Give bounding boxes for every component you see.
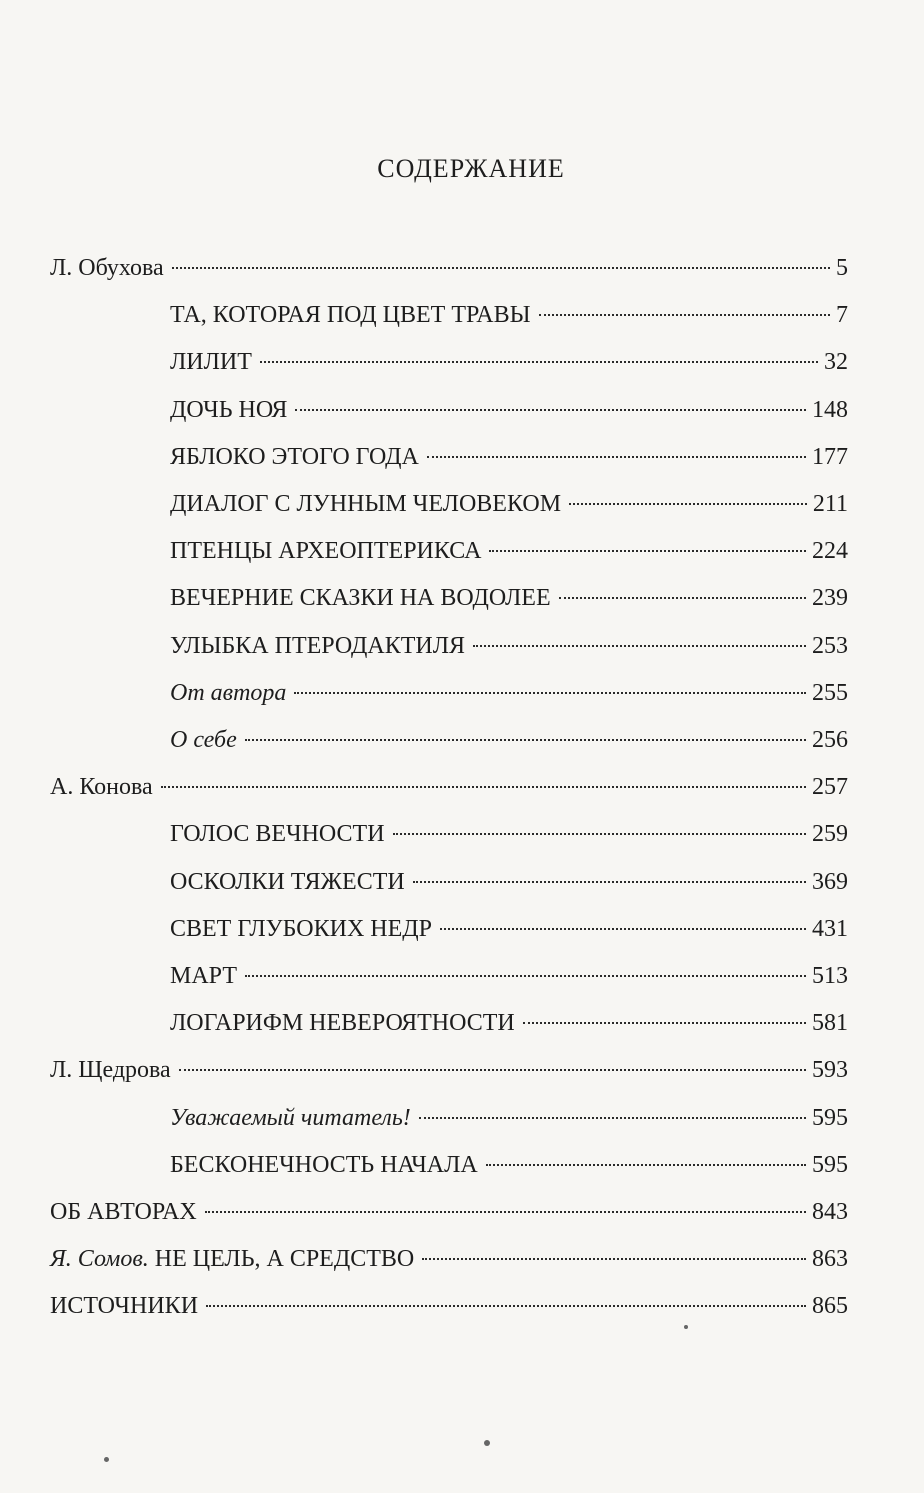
toc-entry (170, 720, 848, 760)
toc-entry-page: 177 (812, 443, 848, 470)
toc-entry (170, 484, 848, 524)
toc-entry-page: 257 (812, 774, 848, 801)
toc-entry (170, 956, 848, 996)
dot-leader (245, 974, 806, 977)
toc-entry-label: УЛЫБКА ПТЕРОДАКТИЛЯ (170, 632, 466, 659)
toc-entry (170, 862, 848, 902)
dot-leader (179, 1068, 806, 1071)
toc-entry (50, 1050, 848, 1090)
toc-entry (170, 342, 848, 382)
toc-entry-title: НЕ ЦЕЛЬ, А СРЕДСТВО (154, 1246, 415, 1273)
toc-entry-label: ПТЕНЦЫ АРХЕОПТЕРИКСА (170, 538, 482, 565)
toc-entry-label: От автора (170, 679, 287, 706)
toc-entry-label: СВЕТ ГЛУБОКИХ НЕДР (170, 915, 433, 942)
toc-entry-label: А. Конова (50, 774, 153, 801)
toc-entry (50, 1192, 848, 1232)
toc-entry (170, 909, 848, 949)
toc-entry-label: ОБ АВТОРАХ (50, 1199, 197, 1225)
page-title: СОДЕРЖАНИЕ (377, 154, 565, 183)
dot-leader (393, 832, 806, 835)
toc-entry-label: ТА, КОТОРАЯ ПОД ЦВЕТ ТРАВЫ (170, 302, 531, 329)
toc-entry-label: Уважаемый читатель! (170, 1104, 411, 1131)
dot-leader (419, 1116, 806, 1119)
toc-entry-author: Я. Сомов. (50, 1246, 149, 1273)
toc-entry (170, 295, 848, 335)
dot-leader (427, 455, 806, 458)
toc-entry (170, 390, 848, 430)
toc-entry-page: 239 (812, 585, 848, 612)
dot-leader (294, 691, 806, 694)
toc-entry (50, 1286, 848, 1326)
toc-entry-label: ДИАЛОГ С ЛУННЫМ ЧЕЛОВЕКОМ (170, 491, 562, 517)
table-of-contents (0, 248, 924, 1348)
toc-entry-page: 7 (836, 302, 848, 329)
print-speck (484, 1440, 490, 1446)
toc-entry-label: Л. Обухова (50, 255, 164, 281)
toc-entry-page: 513 (812, 963, 848, 989)
dot-leader (473, 644, 806, 647)
toc-entry (50, 767, 848, 807)
toc-entry-label: ВЕЧЕРНИЕ СКАЗКИ НА ВОДОЛЕЕ (170, 585, 551, 612)
dot-leader (161, 785, 806, 788)
toc-entry-label: О себе (170, 727, 237, 753)
dot-leader (539, 313, 830, 316)
dot-leader (413, 880, 806, 883)
toc-entry-page: 224 (812, 538, 848, 565)
toc-entry (170, 1145, 848, 1185)
toc-entry-page: 256 (812, 727, 848, 753)
print-speck (104, 1457, 109, 1462)
toc-entry-label: ЛИЛИТ (170, 349, 252, 376)
toc-entry (170, 1003, 848, 1043)
toc-entry-page: 148 (812, 396, 848, 423)
dot-leader (172, 266, 830, 269)
toc-entry (170, 673, 848, 713)
toc-entry-label: Л. Щедрова (50, 1057, 171, 1084)
dot-leader (486, 1163, 806, 1166)
toc-entry-label: ИСТОЧНИКИ (50, 1293, 199, 1320)
toc-entry (170, 437, 848, 477)
toc-entry-page: 593 (812, 1057, 848, 1084)
toc-entry-label: ОСКОЛКИ ТЯЖЕСТИ (170, 868, 405, 895)
toc-entry-label: ГОЛОС ВЕЧНОСТИ (170, 821, 385, 848)
toc-entry-label: БЕСКОНЕЧНОСТЬ НАЧАЛА (170, 1151, 478, 1178)
toc-entry-label: ДОЧЬ НОЯ (170, 396, 288, 423)
toc-entry-page: 5 (836, 255, 848, 281)
toc-entry-page: 369 (812, 868, 848, 895)
toc-entry-page: 595 (812, 1151, 848, 1178)
dot-leader (440, 927, 806, 930)
dot-leader (295, 408, 806, 411)
toc-entry-page: 259 (812, 821, 848, 848)
toc-entry-label: МАРТ (170, 963, 237, 989)
toc-entry-page: 253 (812, 632, 848, 659)
toc-entry (50, 248, 848, 288)
toc-entry (170, 578, 848, 618)
dot-leader (260, 360, 818, 363)
toc-entry-page: 595 (812, 1104, 848, 1131)
toc-entry-page: 865 (812, 1293, 848, 1320)
toc-entry-label: ЛОГАРИФМ НЕВЕРОЯТНОСТИ (170, 1010, 515, 1037)
dot-leader (559, 596, 806, 599)
toc-entry (170, 626, 848, 666)
dot-leader (523, 1021, 806, 1024)
toc-entry-label (50, 1239, 414, 1279)
toc-entry-page: 211 (812, 491, 848, 517)
dot-leader (569, 502, 807, 505)
dot-leader (489, 549, 806, 552)
toc-entry (50, 1239, 848, 1279)
toc-entry (170, 531, 848, 571)
toc-entry-page: 863 (812, 1246, 848, 1273)
toc-entry-page: 255 (812, 679, 848, 706)
dot-leader (205, 1210, 806, 1213)
toc-entry (170, 814, 848, 854)
toc-entry (170, 1098, 848, 1138)
toc-entry-label: ЯБЛОКО ЭТОГО ГОДА (170, 443, 419, 470)
print-speck (684, 1325, 688, 1329)
toc-entry-page: 32 (824, 349, 848, 376)
dot-leader (245, 738, 806, 741)
toc-entry-page: 843 (812, 1199, 848, 1225)
toc-entry-page: 431 (812, 915, 848, 942)
dot-leader (206, 1304, 806, 1307)
dot-leader (422, 1257, 806, 1260)
toc-entry-page: 581 (812, 1010, 848, 1037)
